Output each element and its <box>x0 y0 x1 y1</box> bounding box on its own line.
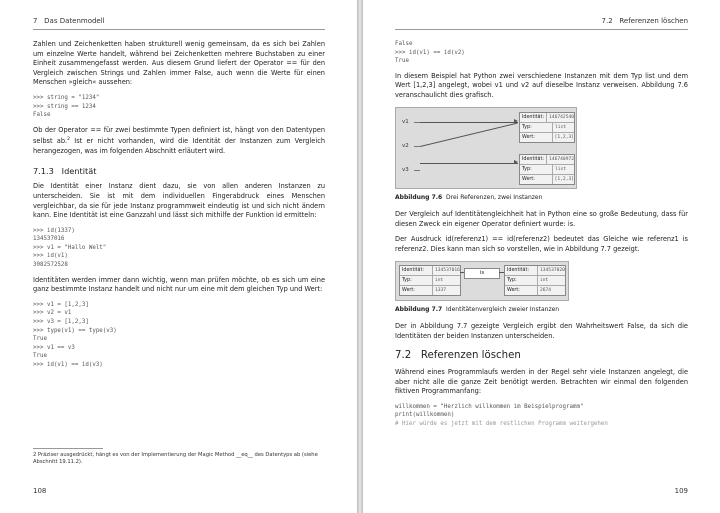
header-section-number: 7.2 <box>601 17 613 25</box>
figure-references-diagram <box>395 107 577 189</box>
running-header-left <box>33 17 105 25</box>
variable-label: v2 <box>402 142 409 149</box>
page-number: 109 <box>674 487 688 495</box>
is-operator-box: is <box>464 268 500 279</box>
code-block: False >>> id(v1) == id(v2) True <box>395 41 465 65</box>
variable-label: v3 <box>402 166 409 173</box>
code-block: >>> id(1337) 134537016 >>> v1 = "Hallo Welt" >>> id(v1) 3082572528 <box>33 227 107 269</box>
reference-arrow <box>420 163 518 164</box>
footnote: 2 Präziser ausgedrückt, hängt es von der Implementierung der Magic Method __eq__ des Datentyps ab (siehe Abschnitt 19.11.2). <box>33 452 318 466</box>
section-heading: 7.2 Referenzen löschen <box>395 350 521 362</box>
figure-identity-comparison <box>395 261 569 301</box>
subsection-heading: 7.1.3 Identität <box>33 165 97 176</box>
figure-caption: Abbildung 7.7 Identitätenvergleich zweier Instanzen <box>395 305 560 313</box>
code-block: >>> string = "1234" >>> string == 1234 False <box>33 94 100 119</box>
reference-arrow <box>420 122 518 123</box>
instance-box: Identität: 146740972 Typ: list Wert: [1,2,3] <box>519 154 575 185</box>
right-page <box>363 0 720 513</box>
instance-box: Identität: 134537016 Typ: int Wert: 1337 <box>399 265 461 296</box>
header-chapter-title: Das Datenmodell <box>44 17 105 25</box>
header-rule <box>33 29 325 30</box>
reference-line <box>414 170 420 171</box>
variable-label: v1 <box>402 118 409 125</box>
header-section-title: Referenzen löschen <box>619 17 688 25</box>
figure-caption: Abbildung 7.6 Drei Referenzen, zwei Instanzen <box>395 193 543 201</box>
paragraph: Die Identität einer Instanz dient dazu, sie von allen anderen Instanzen zu unterscheiden. Sie ist mit dem individuellen Fingerabdruck eines Menschen vergleichbar, da sie für jede Instanz programmweit eindeutig ist und sich nicht ändern kann. Eine Identität ist eine Ganzzahl und lässt sich mithilfe der Funktion id ermitteln: <box>33 182 325 220</box>
instance-box: Identität: 146742540 Typ: list Wert: [1,2,3] <box>519 112 575 143</box>
paragraph: Der Vergleich auf Identitätengleichheit hat in Python eine so große Bedeutung, dass für diesen Zweck ein eigener Operator definiert wurde: is. <box>395 210 688 228</box>
paragraph: Der Ausdruck id(referenz1) == id(referenz2) bedeutet das Gleiche wie referenz1 is referenz2. Dies kann man sich so vorstellen, wie in Abbildung 7.7 gezeigt. <box>395 235 688 253</box>
paragraph: Zahlen und Zeichenketten haben strukturell wenig gemeinsam, da es sich bei Zahlen um einzelne Werte handelt, während bei Zeichenketten mehrere Buchstaben zu einer Einheit zusammengefasst werden. Aus diesem Grund liefert der Operator == für den Vergleich zwischen Strings und Zahlen immer False, auch wenn die Werte für einen Menschen »gleich« aussehen: <box>33 40 325 87</box>
paragraph: Der in Abbildung 7.7 gezeigte Vergleich ergibt den Wahrheitswert False, da sich die Identitäten der beiden Instanzen unterscheiden. <box>395 322 688 340</box>
page-number: 108 <box>33 487 47 495</box>
left-page-content <box>33 40 325 376</box>
left-page <box>0 0 357 513</box>
reference-arrow <box>420 122 517 146</box>
code-block: >>> v1 = [1,2,3] >>> v2 = v1 >>> v3 = [1,2,3] >>> type(v1) == type(v3) True >>> v1 == v3 True >>> id(v1) == id(v3) <box>33 301 117 368</box>
paragraph: Ob der Operator == für zwei bestimmte Typen definiert ist, hängt von den Datentypen selbst ab.$^2$ Ist er nicht vorhanden, wird die Identität der Instanzen zum Vergleich herangezogen, was im folgenden Abschnitt erläutert wird. <box>33 125 325 156</box>
arrowhead <box>514 160 518 164</box>
footnote-marker[interactable]: 2 <box>67 137 70 143</box>
header-chapter-number: 7 <box>33 17 38 25</box>
paragraph: Während eines Programmlaufs werden in der Regel sehr viele Instanzen angelegt, die aber nicht alle die ganze Zeit benötigt werden. Betrachten wir einmal den folgenden fiktiven Programmanfang: <box>395 367 688 396</box>
paragraph: In diesem Beispiel hat Python zwei verschiedene Instanzen mit dem Typ list und dem Wert [1,2,3] angelegt, wobei v1 und v2 auf dieselbe Instanz verweisen. Abbildung 7.6 veranschaulicht dies grafisch. <box>395 71 688 99</box>
paragraph: Identitäten werden immer dann wichtig, wenn man prüfen möchte, ob es sich um eine ganz bestimmte Instanz handelt und nicht nur um eine mit dem gleichen Typ und Wert: <box>33 275 325 294</box>
code-block: willkommen = "Herzlich willkommen im Beispielprogramm" print(willkommen) # Hier würde es jetzt mit dem restlichen Programm weitergehen <box>395 403 608 427</box>
instance-box: Identität: 134537020 Typ: int Wert: 2674 <box>504 265 566 296</box>
footnote-rule <box>33 448 103 449</box>
running-header-right <box>602 17 688 25</box>
header-rule <box>395 29 688 30</box>
right-page-content <box>395 40 688 434</box>
